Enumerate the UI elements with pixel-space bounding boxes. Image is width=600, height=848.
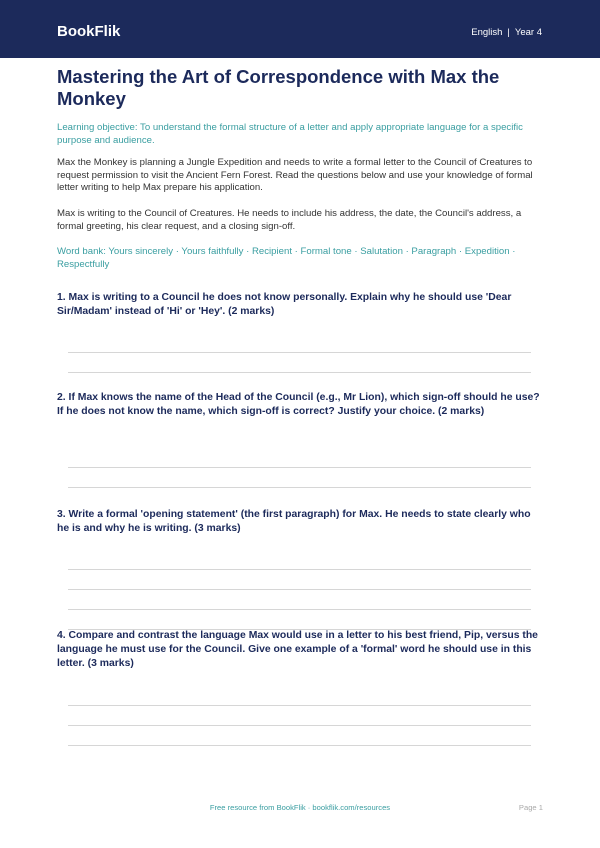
intro-paragraph: Max the Monkey is planning a Jungle Expedition and needs to write a formal letter to the Council of Creatures to request permission to visit the Ancient Fern Forest. Read the questions below and use your knowledge of formal letter writing to help Max prepare his application. <box>57 157 533 193</box>
subject-year-label <box>471 27 542 39</box>
footer-text[interactable]: Free resource from BookFlik · bookflik.com/resources <box>209 803 391 812</box>
page-title: Mastering the Art of Correspondence with Max the Monkey <box>57 66 500 109</box>
answer-line[interactable] <box>68 589 531 590</box>
answer-line[interactable] <box>68 372 531 373</box>
answer-line[interactable] <box>68 352 531 353</box>
answer-line[interactable] <box>68 725 531 726</box>
intro-paragraph: Max is writing to the Council of Creatures. He needs to include his address, the date, the Council's address, a formal greeting, his clear request, and a closing sign-off. <box>57 208 522 232</box>
answer-line[interactable] <box>68 487 531 488</box>
word-bank: Word bank: Yours sincerely · Yours faithfully · Recipient · Formal tone · Salutation · Paragraph · Expedition · Respectfully <box>57 246 516 270</box>
year-label: Year 4 <box>514 27 542 38</box>
page-number: Page 1 <box>518 803 543 812</box>
answer-line[interactable] <box>68 745 531 746</box>
subject-label: English <box>471 27 503 38</box>
question-3: 3. Write a formal 'opening statement' (the first paragraph) for Max. He needs to state clearly who he is and why he is writing. (3 marks) <box>57 509 531 534</box>
answer-line[interactable] <box>68 705 531 706</box>
question-4: 4. Compare and contrast the language Max would use in a letter to his best friend, Pip, versus the language he must use for the Council. Give one example of a 'formal' word he should use in this letter. (3 marks) <box>57 630 538 669</box>
learning-objective: Learning objective: To understand the formal structure of a letter and apply appropriate language for a specific purpose and audience. <box>57 122 523 146</box>
question-2: 2. If Max knows the name of the Head of the Council (e.g., Mr Lion), which sign-off should he use? If he does not know the name, which sign-off is correct? Justify your choice. (2 marks) <box>57 392 540 417</box>
answer-line[interactable] <box>68 467 531 468</box>
answer-line[interactable] <box>68 569 531 570</box>
brand-logo: BookFlik <box>57 23 121 40</box>
separator: | <box>507 27 510 38</box>
question-1: 1. Max is writing to a Council he does not know personally. Explain why he should use 'Dear Sir/Madam' instead of 'Hi' or 'Hey'. (2 marks) <box>57 292 512 317</box>
answer-line[interactable] <box>68 609 531 610</box>
page-header <box>0 0 600 58</box>
